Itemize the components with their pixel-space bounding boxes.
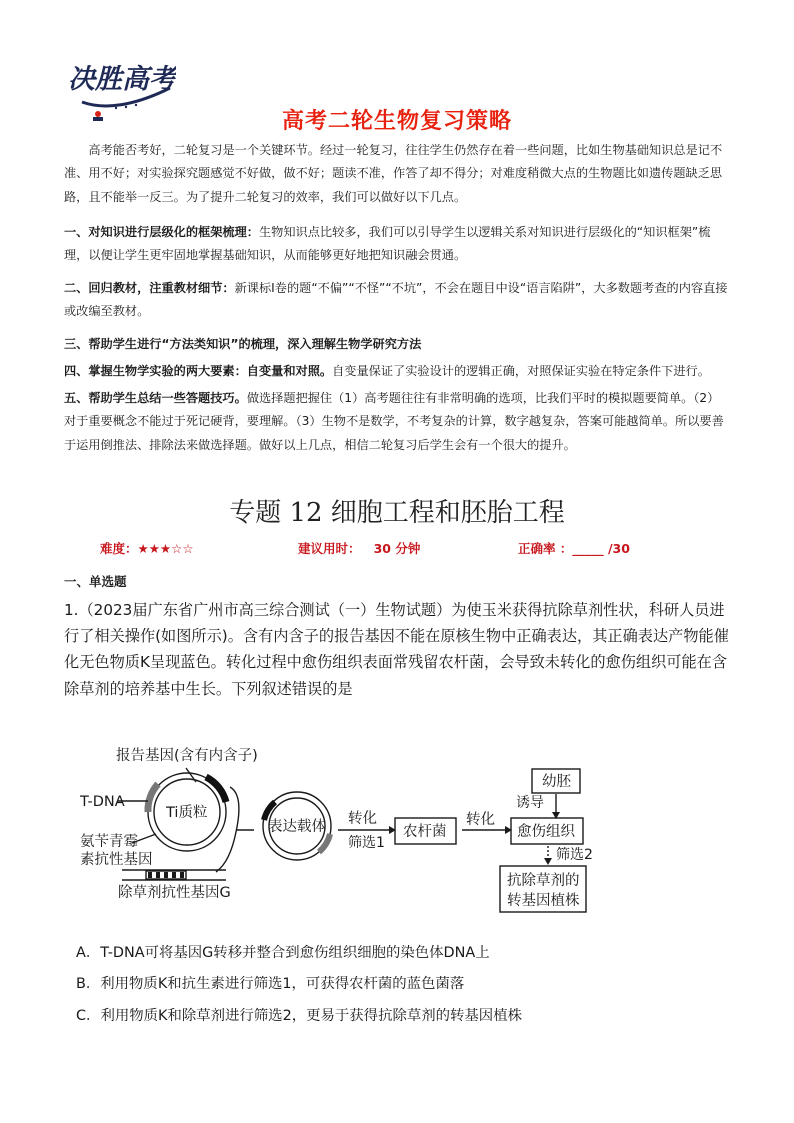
label-screen-2: 筛选2 xyxy=(556,847,593,863)
label-amp-1: 氨苄青霉 xyxy=(80,834,138,850)
label-transform-2: 转化 xyxy=(466,812,495,828)
strategy-4-heading: 四、掌握生物学实验的两大要素：自变量和对照。 xyxy=(64,364,333,378)
label-vector: 表达载体 xyxy=(268,819,326,835)
strategy-5-heading: 五、帮助学生总结一些答题技巧。 xyxy=(64,391,247,405)
logo-text: 决胜高考 xyxy=(68,64,176,95)
difficulty xyxy=(100,539,194,557)
topic-title: 专题 12 细胞工程和胚胎工程 xyxy=(229,498,565,528)
section-heading: 一、单选题 xyxy=(64,574,127,589)
label-ti-plasmid: Ti质粒 xyxy=(166,805,208,821)
label-herbicide-gene: 除草剂抗性基因G xyxy=(118,885,231,901)
page-title: 高考二轮生物复习策略 xyxy=(281,109,512,134)
difficulty-stars: ★★★☆☆ xyxy=(137,541,194,556)
strategy-3-heading: 三、帮助学生进行“方法类知识”的梳理，深入理解生物学研究方法 xyxy=(64,337,422,351)
accuracy-label: 正确率 ： xyxy=(518,541,573,556)
option-a[interactable]: A．T-DNA可将基因G转移并整合到愈伤组织细胞的染色体DNA上 xyxy=(76,945,490,961)
option-c[interactable]: C．利用物质K和除草剂进行筛选2，更易于获得抗除草剂的转基因植株 xyxy=(76,1008,522,1024)
label-report-gene: 报告基因(含有内含子) xyxy=(116,748,258,764)
transformation-diagram xyxy=(76,740,596,920)
label-embryo: 幼胚 xyxy=(542,774,571,790)
strategy-2 xyxy=(64,277,730,324)
label-screen-1: 筛选1 xyxy=(348,835,385,851)
label-agrobacterium: 农杆菌 xyxy=(403,824,447,840)
strategy-5 xyxy=(64,387,730,457)
difficulty-label: 难度： xyxy=(100,541,138,556)
time-label: 建议用时： xyxy=(298,541,361,556)
accuracy xyxy=(518,539,630,557)
suggested-time xyxy=(298,539,420,557)
strategy-2-body: 新课标Ⅰ卷的题“不偏”“不怪”“不坑”，不会在题目中设“语言陷阱”，大多数题考查的内容直接或改编至教材。 xyxy=(64,281,728,319)
accuracy-blank[interactable]: _____ xyxy=(572,541,604,556)
strategy-4 xyxy=(64,360,730,383)
strategy-1 xyxy=(64,221,730,268)
strategy-1-heading: 一、对知识进行层级化的框架梳理： xyxy=(64,225,259,239)
time-value: 30 分钟 xyxy=(373,541,421,556)
strategy-3 xyxy=(64,333,730,356)
label-tdna: T-DNA xyxy=(80,794,125,810)
label-plant-2: 转基因植株 xyxy=(507,893,580,909)
intro-paragraph: 高考能否考好，二轮复习是一个关键环节。经过一轮复习，往往学生仍然存在着一些问题，比如生物基础知识总是记不准、用不好；对实验探究题感觉不好做，做不好；题读不准，作答了却不得分；对难度稍微大点的生物题比如遗传题缺乏思路，且不能举一反三。为了提升二轮复习的效率，我们可以做好以下几点。 xyxy=(64,143,723,204)
label-plant-1: 抗除草剂的 xyxy=(507,873,580,889)
strategy-1-body: 生物知识点比较多，我们可以引导学生以逻辑关系对知识进行层级化的“知识框架”梳理，以便让学生更牢固地掌握基础知识，从而能够更好地把知识融会贯通。 xyxy=(64,225,711,263)
label-amp-2: 素抗性基因 xyxy=(80,852,153,868)
strategy-5-body: 做选择题把握住（1）高考题往往有非常明确的选项，比我们平时的模拟题要简单。（2）对于重要概念不能过于死记硬背，要理解。（3）生物不是数学，不考复杂的计算，数字越复杂，答案可能越简单。所以要善于运用倒推法、排除法来做选择题。做好以上几点，相信二轮复习后学生会有一个很大的提升。 xyxy=(64,391,724,452)
strategy-2-heading: 二、回归教材，注重教材细节： xyxy=(64,281,235,295)
question-stem: 1.（2023届广东省广州市高三综合测试（一）生物试题）为使玉米获得抗除草剂性状，科研人员进行了相关操作(如图所示)。含有内含子的报告基因不能在原核生物中正确表达，其正确表达产物能催化无色物质K呈现蓝色。转化过程中愈伤组织表面常残留农杆菌，会导致未转化的愈伤组织可能在含除草剂的培养基中生长。下列叙述错误的是 xyxy=(64,601,729,698)
accuracy-total: /30 xyxy=(607,541,630,556)
strategy-4-body: 自变量保证了实验设计的逻辑正确，对照保证实验在特定条件下进行。 xyxy=(332,364,710,378)
option-b[interactable]: B．利用物质K和抗生素进行筛选1，可获得农杆菌的蓝色菌落 xyxy=(76,976,465,992)
label-callus: 愈伤组织 xyxy=(517,824,575,840)
label-induce: 诱导 xyxy=(516,795,544,811)
label-transform-1: 转化 xyxy=(348,811,377,827)
